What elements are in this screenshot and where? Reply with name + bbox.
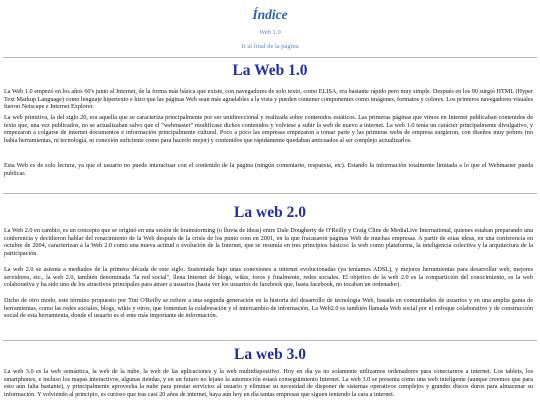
divider: [3, 193, 537, 194]
paragraph: La web primitiva, la del siglo 20, era aquella que se caracteriza principalmente por ser unidireccional y realizada sobre contenidos estáticos. Las primeras páginas que vimos en Internet publicaban contenidos de texto que, una vez publicados, no se actualizaban salvo que el "webmaster" modificase dichos contenidos y volviese a subir la web de nuevo a internet. La web 1.0 tenía un carácter principalmente divulgativo, y empezaron a colgarse de internet documentos e información principalmente cultural. Poco a poco las empresas empezaron a tomar parte y las primeras webs de empresa surgieron, con diseños muy pobres (no había herramientas, ni tecnología, ni conexión suficiente como para hacerlo mejor) y contenidos que rápidamente quedaban anticuados al ser complejo actualizarlos.: [4, 114, 533, 144]
divider: [3, 340, 537, 341]
paragraph: La Web 2.0 en cambio, es un concepto que se originó en una sesión de brainstorming (o lluvia de ideas) entre Dale Dougherty de O'Reilly y Craig Cline de MediaLive International, quienes estaban preparando una conferencia y decidieron hablar del renacimiento de la Web después de la crisis de los punto com en 2001, en la que fracasaron páginas Web de muchas empresas. A partir de estas ideas, en una conferencia en octubre de 2004, caracterizan a la Web 2.0 como una nueva actitud o evolución de la Internet, que se resumía en tres principios básicos: la web como plataforma, la inteligencia colectiva y la arquitectura de la participación.: [4, 227, 533, 257]
section-heading-web3: La web 3.0: [234, 346, 306, 363]
index-link-end-of-page[interactable]: Ir al final de la página: [241, 43, 299, 50]
section-heading-web2: La web 2.0: [234, 204, 306, 221]
section-heading-web1: La Web 1.0: [232, 62, 308, 79]
paragraph: La Web 1.0 empezó en los años 60's junto al Internet, de la forma más básica que existe, con navegadores de solo texto, como ELISA, era bastante rápido pero muy simple. Después en los 90 surgió HTML (Hyper Text Markup Language) como lenguaje hipertexto e hizo que las páginas Web sean más agradables a la vista y pueden contener componentes como imágenes, formatos y colores. Los primeros navegadores visuales fueron Netscape e Internet Explorer.: [4, 88, 533, 111]
index-title: Índice: [252, 7, 288, 22]
paragraph: La web 2.0 se asienta a mediados de la primera década de este siglo. Sustentada bajo unas conexiones a internet evolucionadas (ya teníamos ADSL), y mejores herramientas para desarrollar web, mejores servidores, etc., la web 2.0, también denominada "la red social", llena Internet de blogs, wikis, foros y finalmente, redes sociales. El objetivo de la web 2.0 es la compartición del conocimiento, es la web colaborativa y ha sido uno de los atractivos principales para atraer a usuarios (hasta ver los usuarios de facebook que, hasta facebook, no tocaban un ordenador).: [4, 266, 533, 289]
paragraph: Esta Web es de solo lectura, ya que el usuario no puede interactuar con el contenido de la página (ningún comentario, respuesta, etc). Estando la información totalmente limitada a lo que el Webmaster pueda publicar.: [4, 162, 533, 177]
index-link-web1[interactable]: Web 1.0: [259, 29, 281, 36]
paragraph: La web 3.0 es la web semántica, la web de la nube, la web de las aplicaciones y la web multidispositivo. Hoy en día ya no solamente utilizamos ordenadores para conectarnos a internet. Los tablets, los smartphones, e incluso los mapas interactivos, algunas tiendas, y en un futuro no lejano la automoción estará conseguimiento Internet. La web 3.0 se presenta como una web inteligente (aunque creemos que para esto aún falta bastante), y principalmente aprovecha la nube para prestar servicios al usuario y eliminar su necesidad de disponer de sistemas operativos complejos y grandes discos duros para almacenar su información. Y volviendo al principio, es curioso que tras casi 20 años de internet, haya aún hoy en día tantas empresas que siguen teniendo la cara a internet.: [4, 368, 533, 398]
paragraph: Dicho de otro modo, este término propuesto por Tim O'Reilly se refiere a una segunda generación en la historia del desarrollo de tecnología Web, basada en comunidades de usuarios y en una amplia gama de herramientas, como las redes sociales, blogs, wikis y otros, que fomentan la colaboración y el intercambio de información. La Web2.0 es también llamada Web social por el enfoque colaborativo y de construcción social de esta herramienta, donde el usuario es el ente más importante de información.: [4, 297, 533, 320]
divider: [3, 57, 537, 58]
